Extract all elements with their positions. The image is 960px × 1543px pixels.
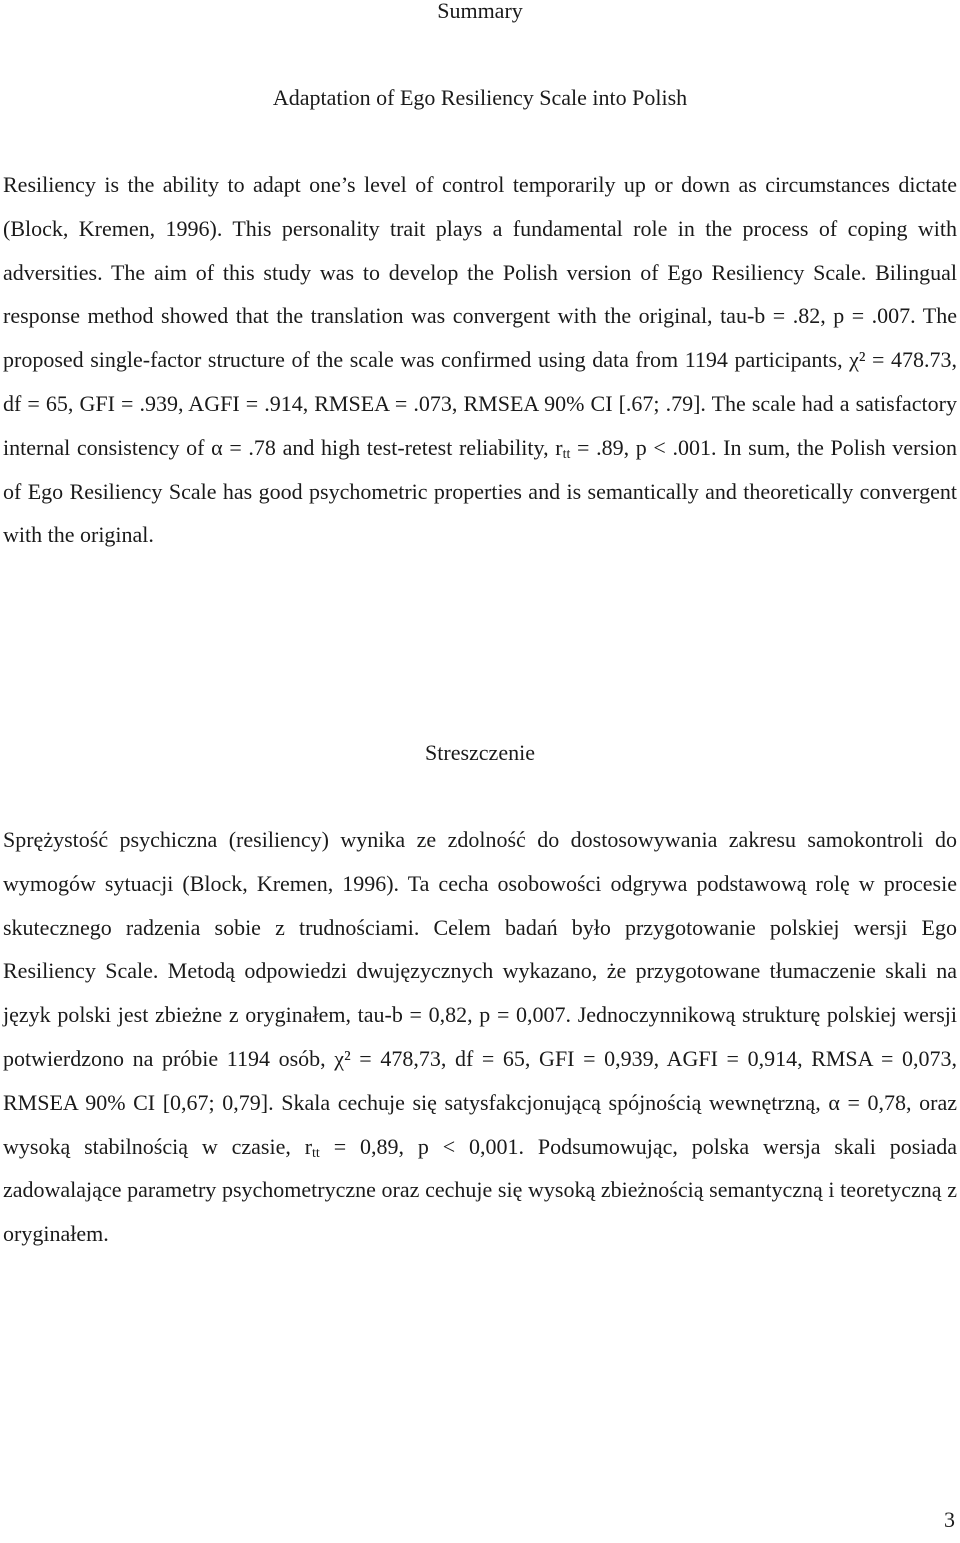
summary-text-before-subscript: Resiliency is the ability to adapt one’s level of control temporarily up or down as circumstances dictate (Block, Kremen, 1996). This personality trait plays a fundamental role in the process of coping with adversities. The aim of this study was to develop the Polish version of Ego Resiliency Scale. Bilingual response method showed that the translation was convergent with the original, tau-b = .82, p = .007. The proposed single-factor structure of the scale was confirmed using data from 1194 participants, χ² = 478.73, df = 65, GFI = .939, AGFI = .914, RMSEA = .073, RMSEA 90% CI [.67; .79]. The scale had a satisfactory internal consistency of α = .78 and high test-retest reliability, r — [3, 172, 957, 460]
summary-abstract-paragraph — [3, 163, 957, 557]
streszczenie-text-after-subscript: = 0,89, p < 0,001. Podsumowując, polska wersja skali posiada zadowalające parametry psychometryczne oraz cechuje się wysoką zbieżnością semantyczną i teoretyczną z oryginałem. — [3, 1133, 957, 1247]
summary-text-after-subscript: = .89, p < .001. In sum, the Polish version of Ego Resiliency Scale has good psychometric properties and is semantically and theoretically convergent with the original. — [3, 434, 957, 548]
summary-rtt-subscript: tt — [562, 446, 571, 462]
summary-heading: Summary — [437, 0, 523, 23]
streszczenie-abstract-paragraph — [3, 818, 957, 1256]
streszczenie-rtt-subscript: tt — [312, 1145, 320, 1161]
streszczenie-heading: Streszczenie — [425, 740, 535, 765]
page-number: 3 — [944, 1507, 955, 1532]
summary-article-title: Adaptation of Ego Resiliency Scale into Polish — [272, 85, 688, 110]
streszczenie-text-before-subscript: Sprężystość psychiczna (resiliency) wynika ze zdolność do dostosowywania zakresu samokontroli do wymogów sytuacji (Block, Kremen, 1996). Ta cecha osobowości odgrywa podstawową rolę w procesie skutecznego radzenia sobie z trudnościami. Celem badań było przygotowanie polskiej wersji Ego Resiliency Scale. Metodą odpowiedzi dwujęzycznych wykazano, że przygotowane tłumaczenie skali na język polski jest zbieżne z oryginałem, tau-b = 0,82, p = 0,007. Jednoczynnikową strukturę polskiej wersji potwierdzono na próbie 1194 osób, χ² = 478,73, df = 65, GFI = 0,939, AGFI = 0,914, RMSA = 0,073, RMSEA 90% CI [0,67; 0,79]. Skala cechuje się satysfakcjonującą spójnością wewnętrzną, α = 0,78, oraz wysoką stabilnością w czasie, r — [3, 827, 957, 1159]
